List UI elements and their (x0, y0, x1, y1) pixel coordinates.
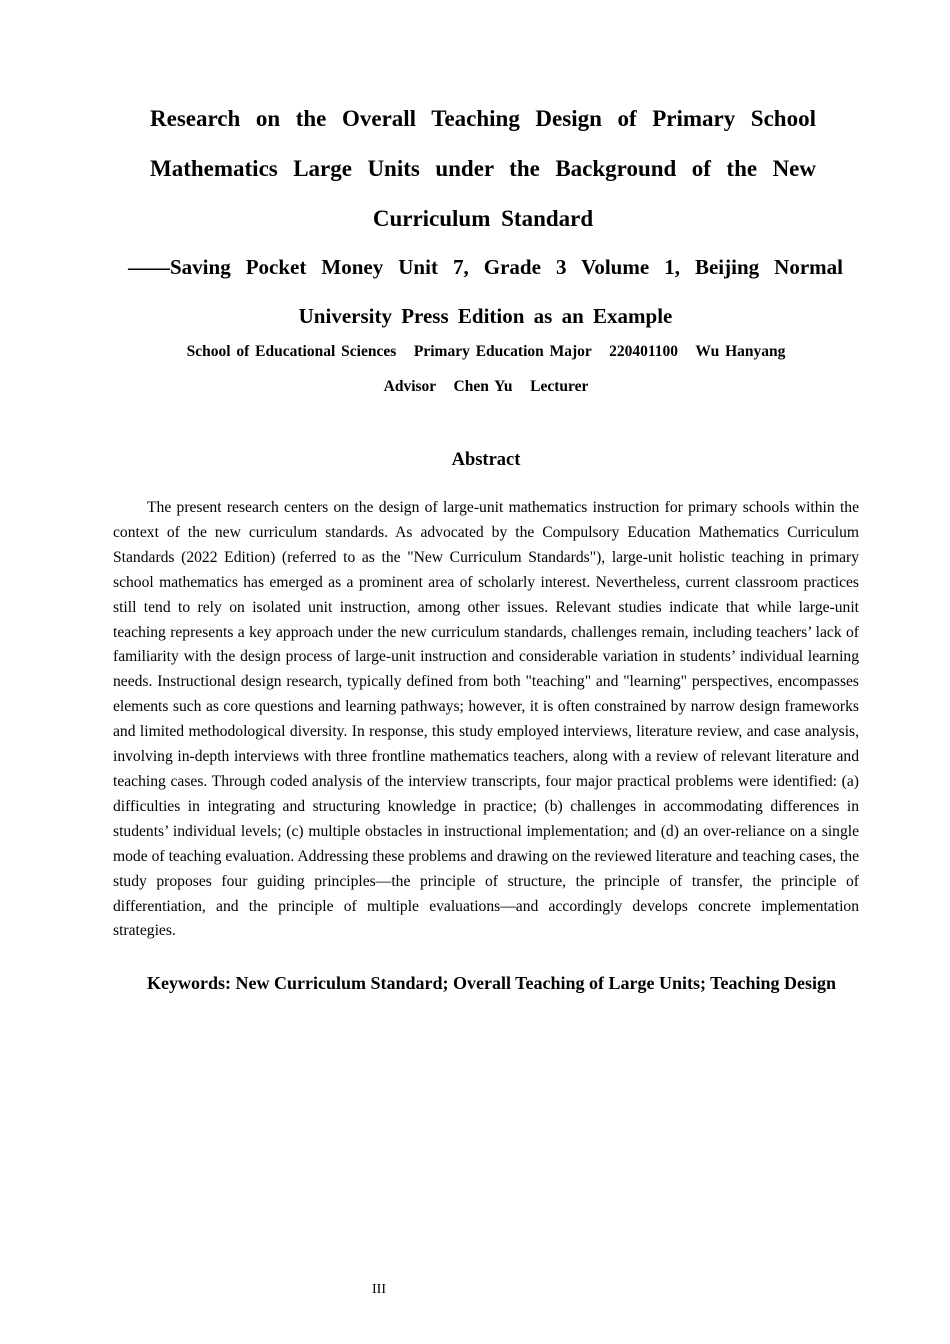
author-line: School of Educational Sciences Primary Education Major 220401100 Wu Hanyang (186, 343, 786, 360)
paper-subtitle: ——Saving Pocket Money Unit 7, Grade 3 Volume 1, Beijing Normal University Press Edition as an Example (128, 255, 843, 328)
abstract-heading: Abstract (451, 450, 521, 470)
page-number: III (372, 1282, 386, 1297)
abstract-body: The present research centers on the design of large-unit mathematics instruction for primary schools within the context of the new curriculum standards. As advocated by the Compulsory Education Mathematics Curriculum Standards (2022 Edition) (referred to as the "New Curriculum Standards"), large-unit holistic teaching in primary school mathematics has emerged as a prominent area of scholarly interest. Nevertheless, current classroom practices still tend to rely on isolated unit instruction, among other issues. Relevant studies indicate that while large-unit teaching represents a key approach under the new curriculum standards, challenges remain, including teachers’ lack of familiarity with the design process of large-unit instruction and considerable variation in students’ individual learning needs. Instructional design research, typically defined from both "teaching" and "learning" perspectives, encompasses elements such as core questions and learning pathways; however, it is often constrained by narrow design frameworks and limited methodological diversity. In response, this study employed interviews, literature review, and case analysis, involving in-depth interviews with three frontline mathematics teachers, along with a review of relevant literature and teaching cases. Through coded analysis of the interview transcripts, four major practical problems were identified: (a) difficulties in integrating and structuring knowledge in practice; (b) challenges in accommodating differences in students’ individual levels; (c) multiple obstacles in instructional implementation; and (d) an over-reliance on a single mode of teaching evaluation. Addressing these problems and drawing on the reviewed literature and teaching cases, the study proposes four guiding principles—the principle of structure, the principle of transfer, the principle of differentiation, and the principle of multiple evaluations—and accordingly develops concrete implementation strategies. (113, 499, 859, 940)
paper-title: Research on the Overall Teaching Design of Primary School Mathematics Large Units under the Background of the New Curriculum Standard (150, 106, 816, 231)
keywords: Keywords: New Curriculum Standard; Overall Teaching of Large Units; Teaching Design (147, 973, 837, 993)
advisor-line: Advisor Chen Yu Lecturer (383, 378, 589, 395)
